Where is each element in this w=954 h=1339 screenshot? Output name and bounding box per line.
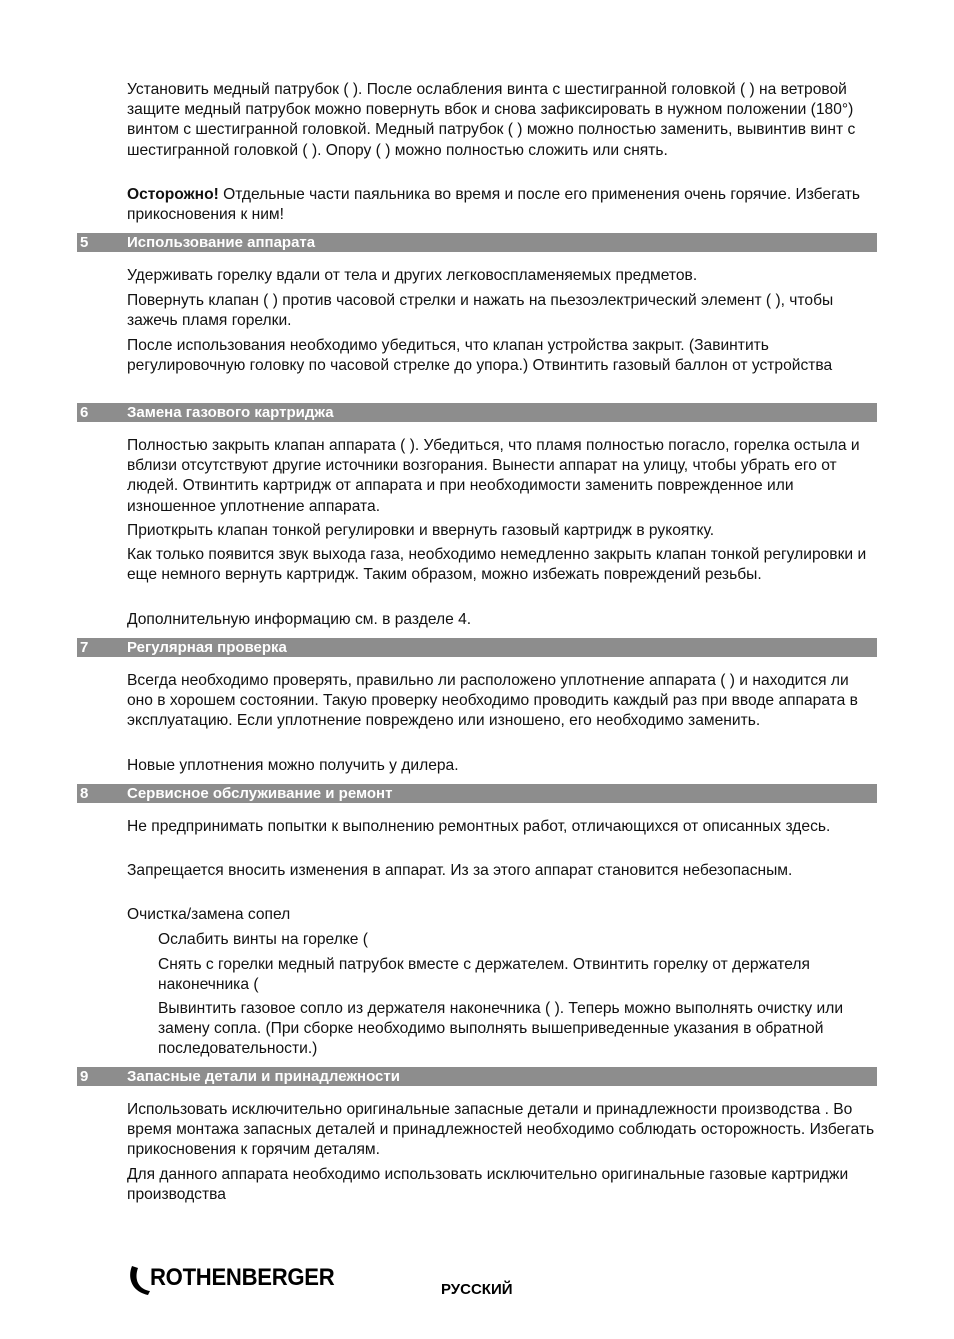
section-9-paragraph-1: Использовать исключительно оригинальные запасные детали и принадлежности производства . Во время монтажа запасных деталей и принадлежностей необходимо соблюдать осторожность. Избегать прикосновения к горячим деталям.: [127, 1101, 875, 1159]
section-8-paragraph-1: Не предпринимать попытки к выполнению ремонтных работ, отличающихся от описанных здесь.: [127, 818, 831, 835]
section-number: 8: [80, 785, 89, 802]
section-title: Регулярная проверка: [127, 639, 287, 656]
section-title: Замена газового картриджа: [127, 404, 334, 421]
section-number: 7: [80, 639, 89, 656]
section-title: Сервисное обслуживание и ремонт: [127, 785, 393, 802]
section-6-paragraph-1: Полностью закрыть клапан аппарата ( ). Убедиться, что пламя полностью погасло, горелка остыла и вблизи отсутствуют другие источники возгорания. Вынести аппарат на улицу, чтобы убрать его от людей. Отвинтить картридж от аппарата и при необходимости заменить поврежденное или изношенное уплотнение аппарата.: [127, 437, 860, 515]
section-6-paragraph-4: Дополнительную информацию см. в разделе 4.: [127, 611, 472, 628]
section-8-paragraph-2: Запрещается вносить изменения в аппарат. Из за этого аппарат становится небезопасным.: [127, 862, 793, 879]
section-7-paragraph-2: Новые уплотнения можно получить у дилера.: [127, 757, 459, 774]
section-7-paragraph-1: Всегда необходимо проверять, правильно ли расположено уплотнение аппарата ( ) и находится ли оно в хорошем состоянии. Такую проверку необходимо проводить каждый раз при вводе аппарата в эксплуатацию. Если уплотнение повреждено или изношено, его необходимо заменить.: [127, 672, 858, 730]
section-6-paragraph-3: Как только появится звук выхода газа, необходимо немедленно закрыть клапан тонкой регулировки и еще немного вернуть картридж. Таким образом, можно избежать повреждений резьбы.: [127, 546, 867, 584]
language-label: РУССКИЙ: [441, 1281, 513, 1298]
section-9-paragraph-2: Для данного аппарата необходимо использовать исключительно оригинальные газовые картриджи производства: [127, 1166, 849, 1204]
section-number: 9: [80, 1068, 89, 1085]
section-header-9: [77, 1067, 877, 1086]
warning-label: Осторожно!: [127, 186, 219, 203]
warning-text: Отдельные части паяльника во время и после его применения очень горячие. Избегать прикосновения к ним!: [127, 186, 861, 224]
section-8-step-1: Ослабить винты на горелке (: [158, 931, 368, 948]
section-8-step-2: Снять с горелки медный патрубок вместе с держателем. Отвинтить горелку от держателя наконечника (: [158, 956, 810, 994]
section-header-7: [77, 638, 877, 657]
section-header-5: [77, 233, 877, 252]
section-6-paragraph-2: Приоткрыть клапан тонкой регулировки и ввернуть газовый картридж в рукоятку.: [127, 522, 715, 539]
section-header-8: [77, 784, 877, 803]
section-number: 5: [80, 234, 89, 251]
section-title: Использование аппарата: [127, 234, 316, 251]
section-5-paragraph-3: После использования необходимо убедиться, что клапан устройства закрыт. (Завинтить регулировочную головку по часовой стрелке до упора.) Отвинтить газовый баллон от устройства: [127, 337, 833, 375]
section-8-step-3: Вывинтить газовое сопло из держателя наконечника ( ). Теперь можно выполнять очистку или замену сопла. (При сборке необходимо выполнять вышеприведенные указания в обратной последовательности.): [158, 1000, 844, 1058]
section-8-paragraph-3: Очистка/замена сопел: [127, 906, 291, 923]
rothenberger-logo: [126, 1262, 362, 1298]
section-title: Запасные детали и принадлежности: [127, 1068, 400, 1085]
section-number: 6: [80, 404, 89, 421]
logo-text: ROTHENBERGER: [150, 1264, 335, 1291]
warning-paragraph: [127, 185, 879, 225]
section-5-paragraph-2: Повернуть клапан ( ) против часовой стрелки и нажать на пьезоэлектрический элемент ( ), чтобы зажечь пламя горелки.: [127, 292, 834, 330]
section-5-paragraph-1: Удерживать горелку вдали от тела и других легковоспламеняемых предметов.: [127, 267, 698, 284]
intro-paragraph: Установить медный патрубок ( ). После ослабления винта с шестигранной головкой ( ) на ветровой защите медный патрубок можно повернуть вбок и снова зафиксировать в нужном положении (180°) винтом с шестигранной головкой. Медный патрубок ( ) можно полностью заменить, вывинтив винт с шестигранной головкой ( ). Опору ( ) можно полностью сложить или снять.: [127, 81, 856, 159]
section-header-6: [77, 403, 877, 422]
